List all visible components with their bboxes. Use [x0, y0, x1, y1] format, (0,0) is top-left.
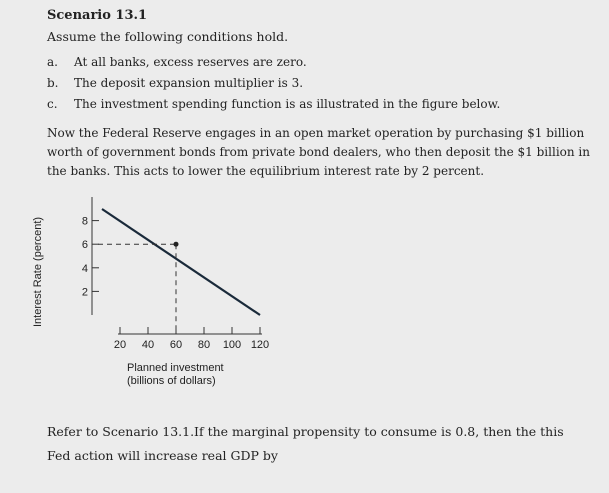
x-tick-label: 40	[141, 339, 155, 351]
scenario-title: Scenario 13.1	[47, 8, 148, 23]
y-tick-label: 2	[81, 286, 88, 299]
x-caption-line2: (billions of dollars)	[127, 375, 216, 387]
condition-marker: b.	[47, 76, 59, 90]
question-text: Refer to Scenario 13.1.If the marginal propensity to consume is 0.8, then the this Fed action will increase real GDP by	[47, 424, 564, 463]
x-axis-caption	[127, 362, 224, 388]
investment-demand-line	[102, 209, 260, 315]
condition-marker: a.	[47, 55, 58, 69]
y-tick-label: 8	[81, 215, 88, 228]
x-caption-line1: Planned investment	[127, 362, 224, 374]
condition-text: The deposit expansion multiplier is 3.	[74, 76, 304, 90]
x-tick-label: 100	[222, 339, 242, 351]
x-tick-label: 20	[113, 339, 127, 351]
y-tick-label: 4	[81, 262, 88, 275]
y-axis-label: Interest Rate (percent)	[32, 216, 44, 327]
condition-text: At all banks, excess reserves are zero.	[74, 55, 307, 69]
condition-marker: c.	[47, 97, 58, 111]
scenario-paragraph: Now the Federal Reserve engages in an open market operation by purchasing $1 billion worth of government bonds from private bond dealers, who then deposit the $1 billion in the banks. This acts to lower the equilibrium interest rate by 2 percent.	[47, 126, 590, 178]
scenario-intro: Assume the following conditions hold.	[47, 29, 289, 44]
x-tick-label: 60	[169, 339, 183, 351]
x-tick-label: 120	[250, 339, 270, 351]
equilibrium-point	[174, 242, 179, 247]
x-tick-label: 80	[197, 339, 211, 351]
y-tick-label: 6	[81, 239, 88, 252]
condition-text: The investment spending function is as illustrated in the figure below.	[74, 97, 501, 111]
